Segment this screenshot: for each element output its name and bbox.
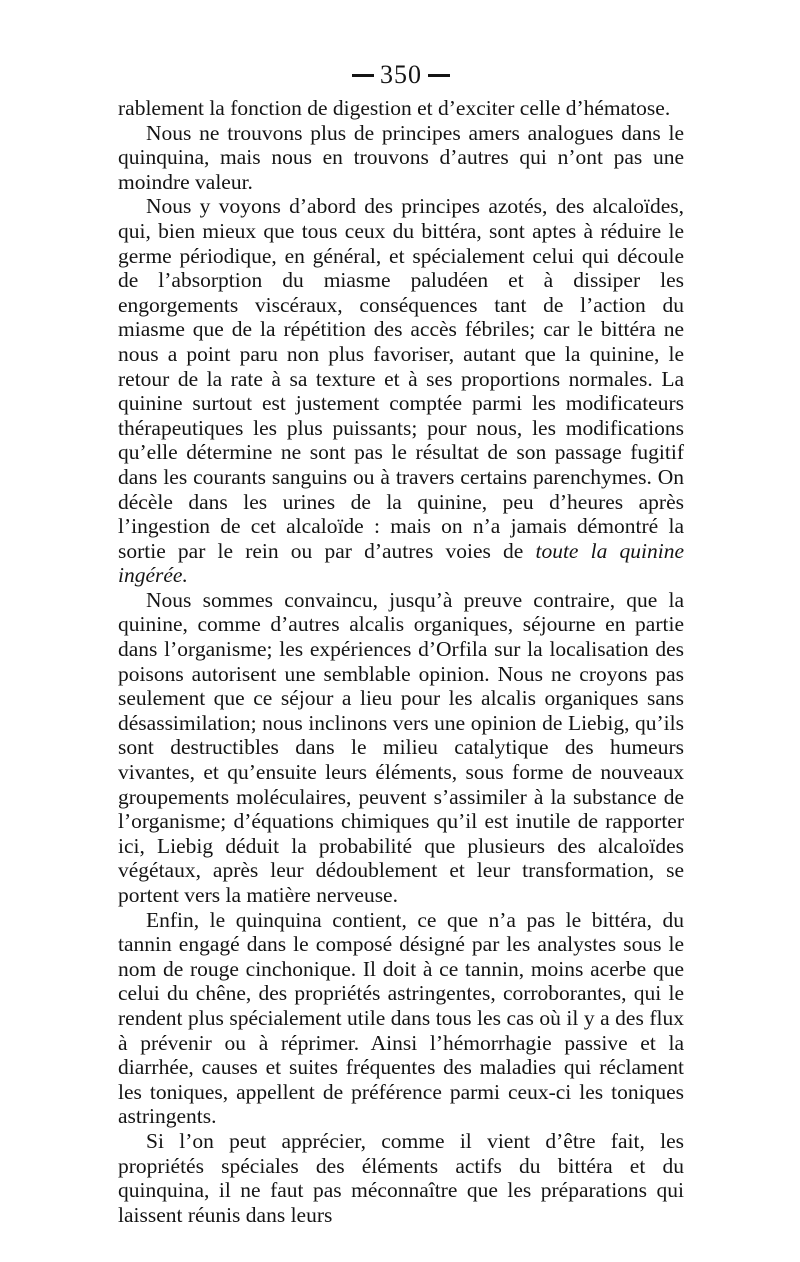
paragraph-3-emphasis: toute la quinine ingérée. <box>118 538 685 588</box>
paragraph-5: Enfin, le quinquina contient, ce que n’a pas le bittéra, du tannin engagé dans le composé désigné par les analystes sous le nom de rouge cinchonique. Il doit à ce tannin, moins acerbe que celui du chêne, des propriétés astringentes, corroborantes, qui le rendent plus spécialement utile dans tous les cas où il y a des flux à prévenir ou à réprimer. Ainsi l’hémorrhagie passive et la diarrhée, causes et suites fréquentes des maladies qui réclament les toniques, appellent de préférence parmi ceux-ci les toniques astringents. <box>118 907 684 1129</box>
paragraph-6: Si l’on peut apprécier, comme il vient d’être fait, les propriétés spéciales des éléments actifs du bittéra et du quinquina, il ne faut pas méconnaître que les préparations qui laissent réunis dans leurs <box>118 1128 684 1227</box>
left-dash-ornament <box>352 74 374 77</box>
page-number <box>118 62 684 88</box>
paragraph-3-text: Nous y voyons d’abord des principes azotés, des alcaloïdes, qui, bien mieux que tous ceux du bittéra, sont aptes à réduire le germe périodique, en général, et spécialement celui qui découle de l’absorption du miasme paludéen et à dissiper les engorgements viscéraux, conséquences tant de l’action du miasme que de la répétition des accès fébriles; car le bittéra ne nous a point paru non plus favoriser, autant que la quinine, le retour de la rate à sa texture et à ses proportions normales. La quinine surtout est justement comptée parmi les modificateurs thérapeutiques les plus puissants; pour nous, les modifications qu’elle détermine ne sont pas le résultat de son passage fugitif dans les courants sanguins ou à travers certains parenchymes. On décèle dans les urines de la quinine, peu d’heures après l’ingestion de cet alcaloïde : mais on n’a jamais démontré la sortie par le rein ou par d’autres voies de <box>118 194 684 563</box>
right-dash-ornament <box>428 74 450 77</box>
paragraph-1: rablement la fonction de digestion et d’exciter celle d’hématose. <box>118 96 671 120</box>
page-number-value: 350 <box>380 60 422 89</box>
paragraph-3 <box>118 194 684 588</box>
body-text <box>118 96 684 1227</box>
paragraph-4: Nous sommes convaincu, jusqu’à preuve contraire, que la quinine, comme d’autres alcalis organiques, séjourne en partie dans l’organisme; les expériences d’Orfila sur la localisation des poisons autorisent une semblable opinion. Nous ne croyons pas seulement que ce séjour a lieu pour les alcalis organiques sans désassimilation; nous inclinons vers une opinion de Liebig, qu’ils sont destructibles dans le milieu catalytique des humeurs vivantes, et qu’ensuite leurs éléments, sous forme de nouveaux groupements moléculaires, peuvent s’assimiler à la substance de l’organisme; d’équations chimiques qu’il est inutile de rapporter ici, Liebig déduit la probabilité que plusieurs des alcaloïdes végétaux, après leur dédoublement et leur transformation, se portent vers la matière nerveuse. <box>118 587 684 907</box>
paragraph-2: Nous ne trouvons plus de principes amers analogues dans le quinquina, mais nous en trouvons d’autres qui n’ont pas une moindre valeur. <box>118 120 684 194</box>
